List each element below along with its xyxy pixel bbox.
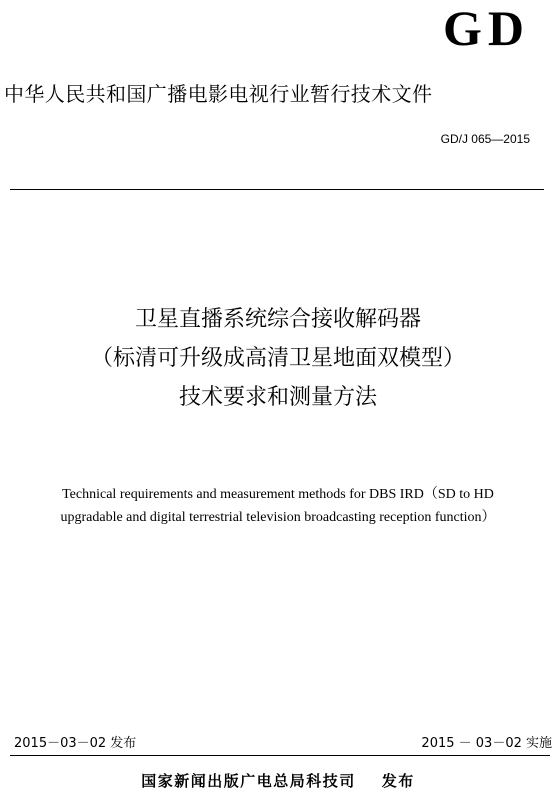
english-title-line-2: upgradable and digital terrestrial television broadcasting reception function） xyxy=(60,510,496,525)
issuer-name: 国家新闻出版广电总局科技司 xyxy=(141,772,356,790)
english-title-line-1: Technical requirements and measurement methods for DBS IRD（SD to HD xyxy=(62,487,494,502)
issue-date: 2015－03－02 发布 xyxy=(14,736,137,751)
bottom-divider xyxy=(10,755,550,756)
top-divider xyxy=(10,189,544,190)
chinese-title xyxy=(0,300,556,417)
implementation-date: 2015 － 03－02 实施 xyxy=(421,736,552,751)
issue-word: 发布 xyxy=(381,772,415,790)
chinese-title-line-2: （标清可升级成高清卫星地面双模型） xyxy=(90,346,465,371)
issuer-line xyxy=(0,771,556,791)
series-title: 中华人民共和国广播电影电视行业暂行技术文件 xyxy=(4,82,433,106)
gd-logo: GD xyxy=(443,0,530,56)
standard-number: GD/J 065—2015 xyxy=(440,132,530,146)
english-title xyxy=(0,483,556,529)
chinese-title-line-1: 卫星直播系统综合接收解码器 xyxy=(134,307,421,332)
chinese-title-line-3: 技术要求和测量方法 xyxy=(178,385,377,410)
